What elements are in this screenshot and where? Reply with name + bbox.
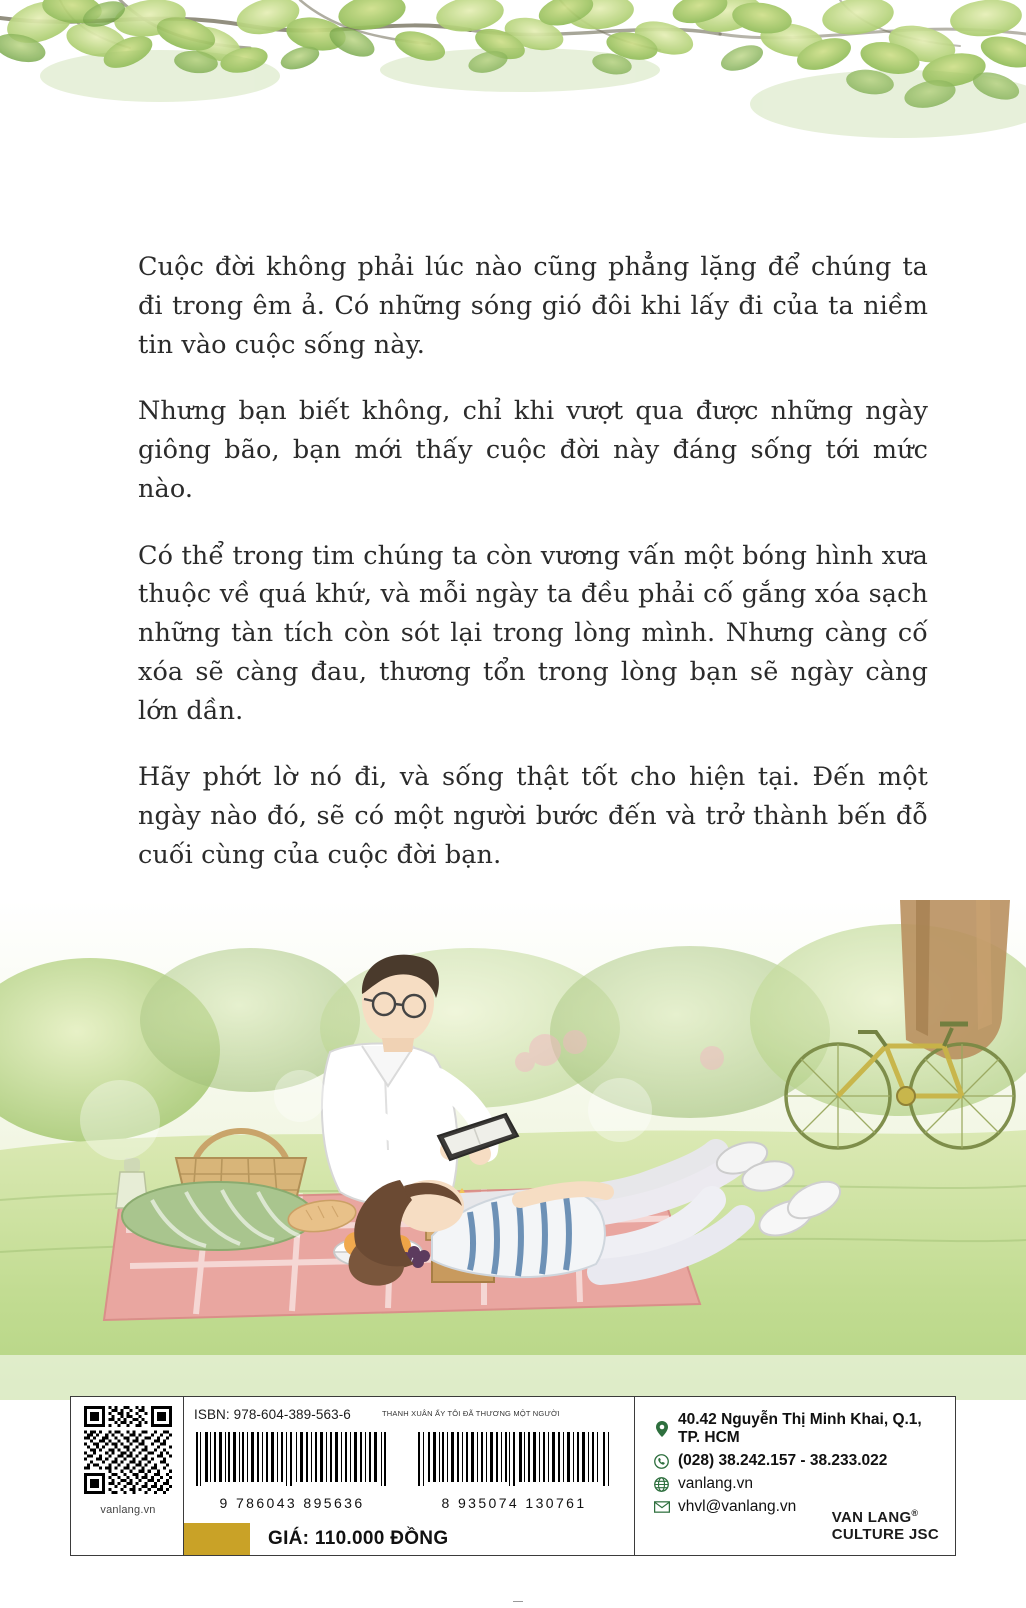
- contact-address-text: 40.42 Nguyễn Thị Minh Khai, Q.1, TP. HCM: [678, 1411, 922, 1446]
- phone-icon: [653, 1453, 670, 1470]
- price-label: GIÁ: 110.000 ĐỒNG: [268, 1528, 449, 1549]
- footer-info-bar: [70, 1396, 956, 1556]
- publisher-logo-text: [832, 1508, 939, 1544]
- barcode-isbn-number: 9 786043 895636: [219, 1495, 365, 1511]
- contact-website-text: vanlang.vn: [678, 1475, 753, 1492]
- globe-icon: [653, 1476, 670, 1493]
- spine-title-label: THANH XUÂN ẤY TÔI ĐÃ THƯƠNG MỘT NGƯỜI: [382, 1409, 560, 1418]
- blurb-paragraph-2: Nhưng bạn biết không, chỉ khi vượt qua được những ngày giông bão, bạn mới thấy cuộc đời này đáng sống tới mức nào.: [138, 396, 928, 504]
- publisher-contact-cell: [635, 1397, 955, 1555]
- codes-cell: [184, 1397, 634, 1555]
- contact-phone: [653, 1452, 943, 1470]
- qr-code-icon: [84, 1406, 172, 1494]
- barcode-ean-number: 8 935074 130761: [441, 1495, 587, 1511]
- barcode-isbn: [192, 1430, 392, 1511]
- contact-phone-text: (028) 38.242.157 - 38.233.022: [678, 1452, 888, 1469]
- contact-address: [653, 1411, 943, 1447]
- registered-mark-icon: ®: [911, 1507, 919, 1518]
- price-strip: [184, 1523, 634, 1555]
- barcode-ean: [414, 1430, 614, 1511]
- publisher-name-line2: CULTURE JSC: [831, 1525, 939, 1543]
- foliage-illustration-top: [0, 0, 1026, 200]
- location-pin-icon: [653, 1421, 670, 1438]
- picnic-illustration: [0, 900, 1026, 1400]
- blurb-text: [138, 248, 928, 941]
- envelope-icon: [653, 1499, 670, 1516]
- isbn-label: ISBN: 978-604-389-563-6: [194, 1407, 351, 1422]
- contact-email-text: vhvl@vanlang.vn: [678, 1498, 797, 1515]
- bottom-center-tick: [513, 1601, 523, 1602]
- barcode-group: [192, 1430, 630, 1511]
- qr-cell: [71, 1397, 183, 1555]
- blurb-paragraph-1: Cuộc đời không phải lúc nào cũng phẳng lặng để chúng ta đi trong êm ả. Có những sóng gió đôi khi lấy đi của ta niềm tin vào cuộc sống này.: [138, 252, 928, 360]
- contact-website[interactable]: [653, 1475, 943, 1493]
- qr-caption: vanlang.vn: [100, 1504, 156, 1516]
- barcode-ean-icon: [414, 1430, 614, 1488]
- price-color-swatch: [184, 1523, 250, 1555]
- blurb-paragraph-4: Hãy phớt lờ nó đi, và sống thật tốt cho hiện tại. Đến một ngày nào đó, sẽ có một người bước đến và trở thành bến đỗ cuối cùng của cuộc đời bạn.: [138, 762, 928, 870]
- blurb-paragraph-3: Có thể trong tim chúng ta còn vương vấn một bóng hình xưa thuộc về quá khứ, và mỗi ngày ta đều phải cố gắng xóa sạch những tàn tích còn sót lại trong lòng mình. Nhưng càng cố xóa sẽ càng đau, thương tổn trong lòng bạn sẽ ngày càng lớn dần.: [138, 540, 928, 726]
- publisher-name-line1: VAN LANG: [831, 1508, 912, 1526]
- barcode-isbn-icon: [192, 1430, 392, 1488]
